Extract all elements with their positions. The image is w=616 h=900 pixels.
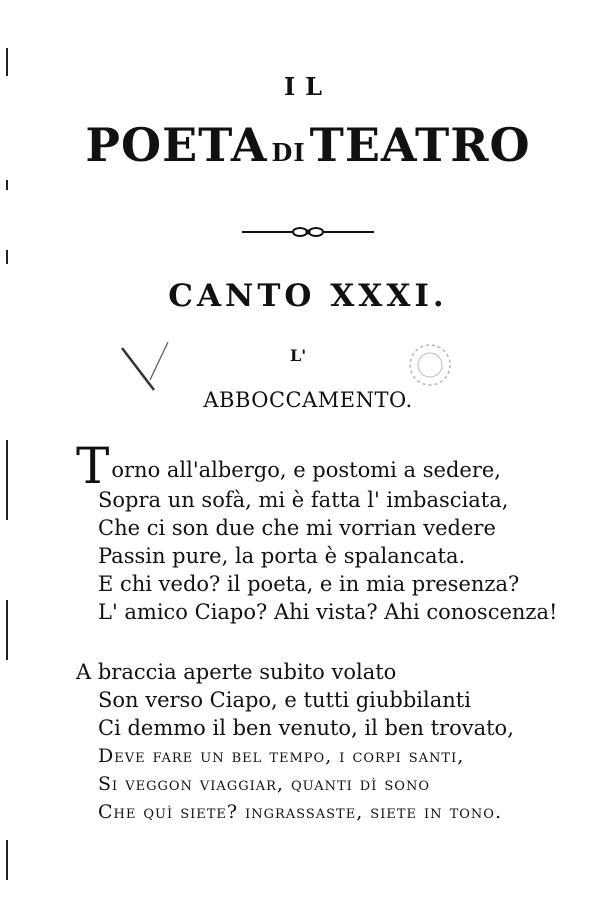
pencil-mark <box>118 340 176 394</box>
verse-line: Ci demmo il ben venuto, il ben trovato, <box>98 716 514 740</box>
verse-line: Torno all'albergo, e postomi a sedere, <box>76 437 501 495</box>
verse-line: Passin pure, la porta è spalancata. <box>98 544 466 568</box>
stanza-2 <box>76 658 514 826</box>
verse-line: E chi vedo? il poeta, e in mia presenza? <box>98 572 520 596</box>
verse-line: Sopra un sofà, mi è fatta l' imbasciata, <box>98 488 509 512</box>
title-word-poeta: POETA <box>85 118 268 172</box>
stanza-1 <box>76 437 558 626</box>
article-prefix: L' <box>290 346 307 365</box>
page-title <box>0 118 616 172</box>
verse-line: Son verso Ciapo, e tutti giubbilanti <box>98 688 471 712</box>
ornament-rule <box>242 224 374 240</box>
verse-line: Che ci son due che mi vorrian vedere <box>98 516 496 540</box>
verse-line: Che quì siete? ingrassaste, siete in tono. <box>98 801 502 823</box>
verse-line: Si veggon viaggiar, quanti dì sono <box>98 773 430 795</box>
verse-line: A braccia aperte subito volato <box>76 660 397 684</box>
pre-title: IL <box>283 72 333 101</box>
verse-line: L' amico Ciapo? Ahi vista? Ahi conoscenza! <box>98 600 558 624</box>
title-word-teatro: TEATRO <box>309 118 531 172</box>
library-stamp <box>400 340 460 390</box>
verse-line: Deve fare un bel tempo, i corpi santi, <box>98 745 465 767</box>
drop-cap: T <box>76 437 110 495</box>
title-word-di: DI <box>271 138 306 167</box>
canto-subtitle: ABBOCCAMENTO. <box>203 388 413 412</box>
canto-heading: CANTO XXXI. <box>168 278 448 314</box>
